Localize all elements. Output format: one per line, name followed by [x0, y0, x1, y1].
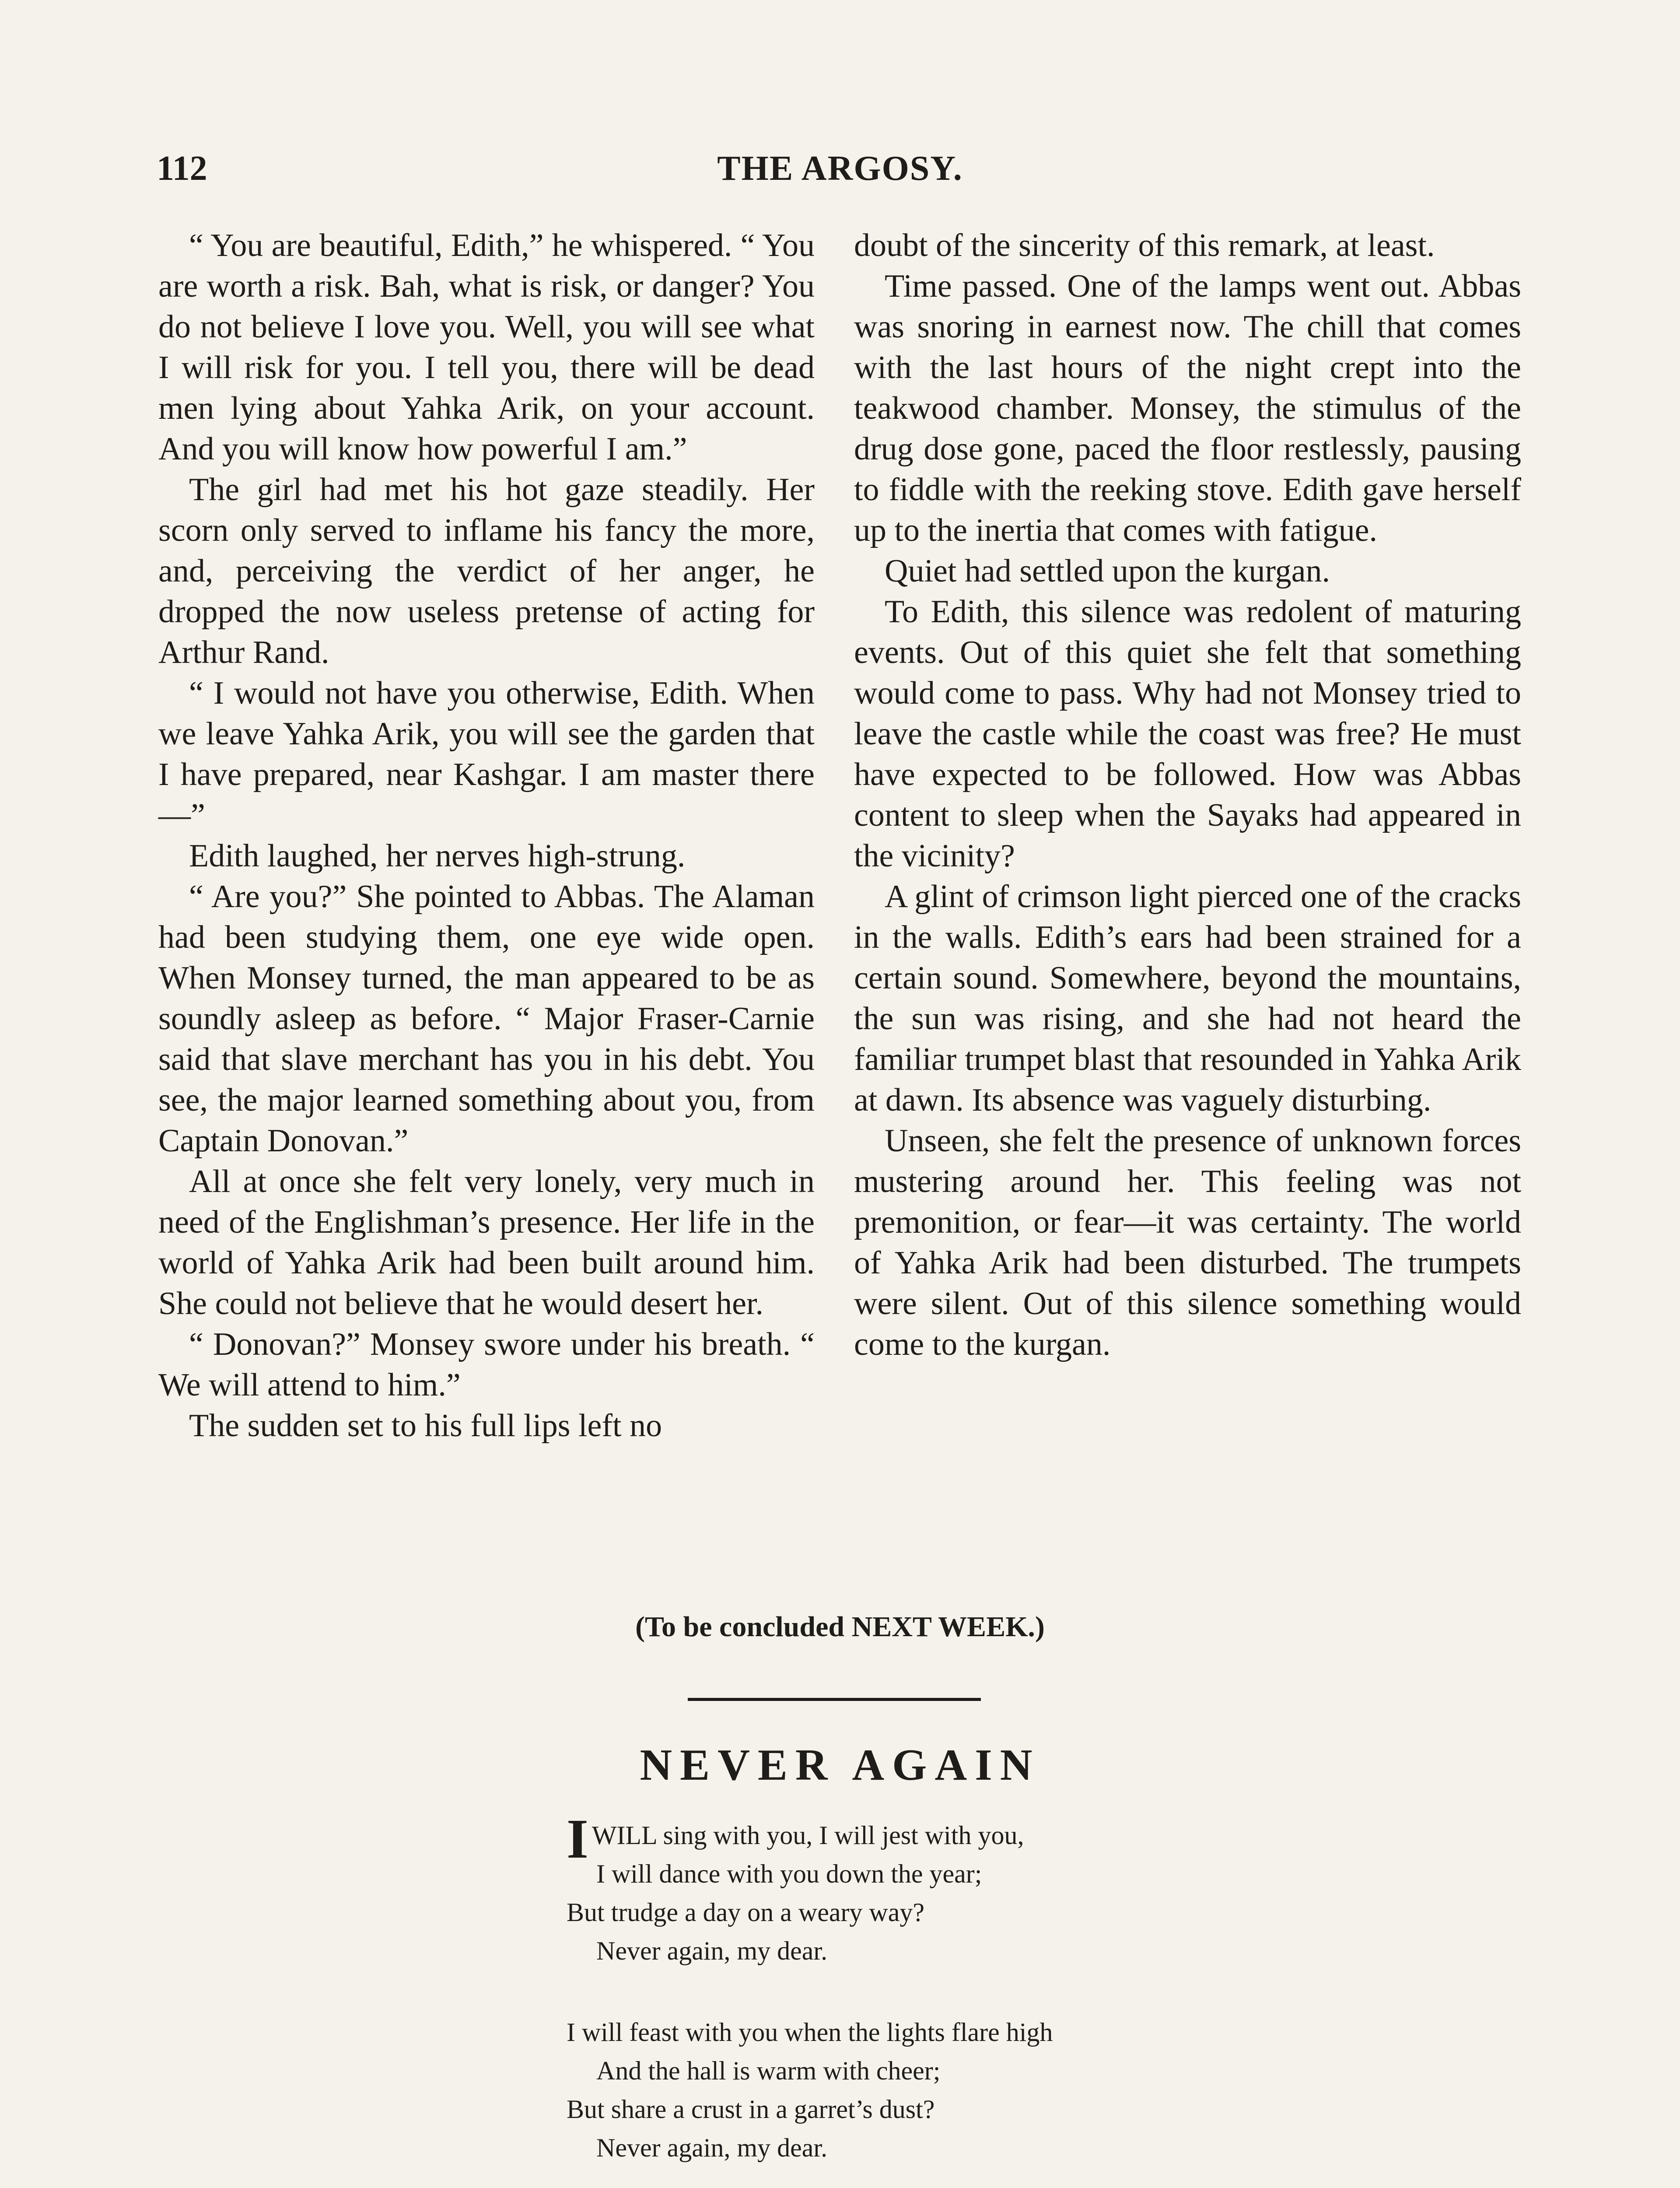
stanza-1: [567, 1808, 1442, 1970]
poem-title: NEVER AGAIN: [640, 1740, 1040, 1790]
paragraph: Quiet had settled upon the kurgan.: [885, 553, 1330, 589]
paragraph: “ I would not have you otherwise, Edith. When we leave Yahka Arik, you will see the garden that I have prepared, near Kashgar. I am master there—”: [158, 675, 815, 833]
paragraph: The girl had met his hot gaze steadily. Her scorn only served to inflame his fancy the more, and, perceiving the verdict of her anger, he dropped the now useless pretense of acting for Arthur Rand.: [158, 472, 815, 670]
section-divider: [688, 1698, 981, 1701]
paragraph: “ You are beautiful, Edith,” he whispered. “ You are worth a risk. Bah, what is risk, or danger? You do not believe I love you. Well, you will see what I will risk for you. I tell you, there will be dead men lying about Yahka Arik, on your account. And you will know how powerful I am.”: [158, 228, 815, 467]
poem-line: Never again, my dear.: [596, 1936, 828, 1965]
stanza-2: [567, 2013, 1442, 2167]
paragraph: “ Donovan?” Monsey swore under his breath. “ We will attend to him.”: [158, 1326, 815, 1403]
poem-line: I will feast with you when the lights flare high: [567, 2018, 1053, 2047]
continuation-note: (To be concluded NEXT WEEK.): [635, 1611, 1045, 1643]
paragraph: doubt of the sincerity of this remark, at least.: [854, 228, 1435, 263]
poem-line: [567, 1808, 1442, 1870]
left-column: [158, 225, 815, 1446]
poem-line-text: WILL sing with you, I will jest with you,: [592, 1821, 1024, 1850]
poem: [567, 1808, 1442, 2188]
paragraph: Edith laughed, her nerves high-strung.: [189, 838, 686, 874]
drop-cap: I: [567, 1808, 588, 1870]
poem-line: And the hall is warm with cheer;: [596, 2056, 941, 2085]
paragraph: All at once she felt very lonely, very much in need of the Englishman’s presence. Her life in the world of Yahka Arik had been built around him. She could not believe that he would desert her.: [158, 1164, 815, 1322]
paragraph: Time passed. One of the lamps went out. Abbas was snoring in earnest now. The chill that comes with the last hours of the night crept into the teakwood chamber. Monsey, the stimulus of the drug dose gone, paced the floor restlessly, pausing to fiddle with the reeking stove. Edith gave herself up to the inertia that comes with fatigue.: [854, 268, 1521, 548]
poem-line: I will dance with you down the year;: [596, 1859, 982, 1888]
page-number: 112: [157, 149, 207, 188]
paragraph: Unseen, she felt the presence of unknown forces mustering around her. This feeling was not premonition, or fear—it was certainty. The world of Yahka Arik had been disturbed. The trumpets were silent. Out of this silence something would come to the kurgan.: [854, 1123, 1521, 1362]
paragraph: To Edith, this silence was redolent of maturing events. Out of this quiet she felt that something would come to pass. Why had not Monsey tried to leave the castle while the coast was free? He must have expected to be followed. How was Abbas content to sleep when the Sayaks had appeared in the vicinity?: [854, 594, 1521, 874]
poem-line: But trudge a day on a weary way?: [567, 1898, 925, 1927]
poem-line: Never again, my dear.: [596, 2133, 828, 2162]
paragraph: “ Are you?” She pointed to Abbas. The Alaman had been studying them, one eye wide open. When Monsey turned, the man appeared to be as soundly asleep as before. “ Major Fraser-Carnie said that slave merchant has you in his debt. You see, the major learned something about you, from Captain Donovan.”: [158, 879, 815, 1159]
poem-line: But share a crust in a garret’s dust?: [567, 2095, 935, 2124]
paragraph: A glint of crimson light pierced one of the cracks in the walls. Edith’s ears had been strained for a certain sound. Somewhere, beyond the mountains, the sun was rising, and she had not heard the familiar trumpet blast that resounded in Yahka Arik at dawn. Its absence was vaguely disturbing.: [854, 879, 1521, 1118]
right-column: [854, 225, 1521, 1365]
paragraph: The sudden set to his full lips left no: [189, 1408, 662, 1444]
running-head: THE ARGOSY.: [717, 149, 963, 188]
